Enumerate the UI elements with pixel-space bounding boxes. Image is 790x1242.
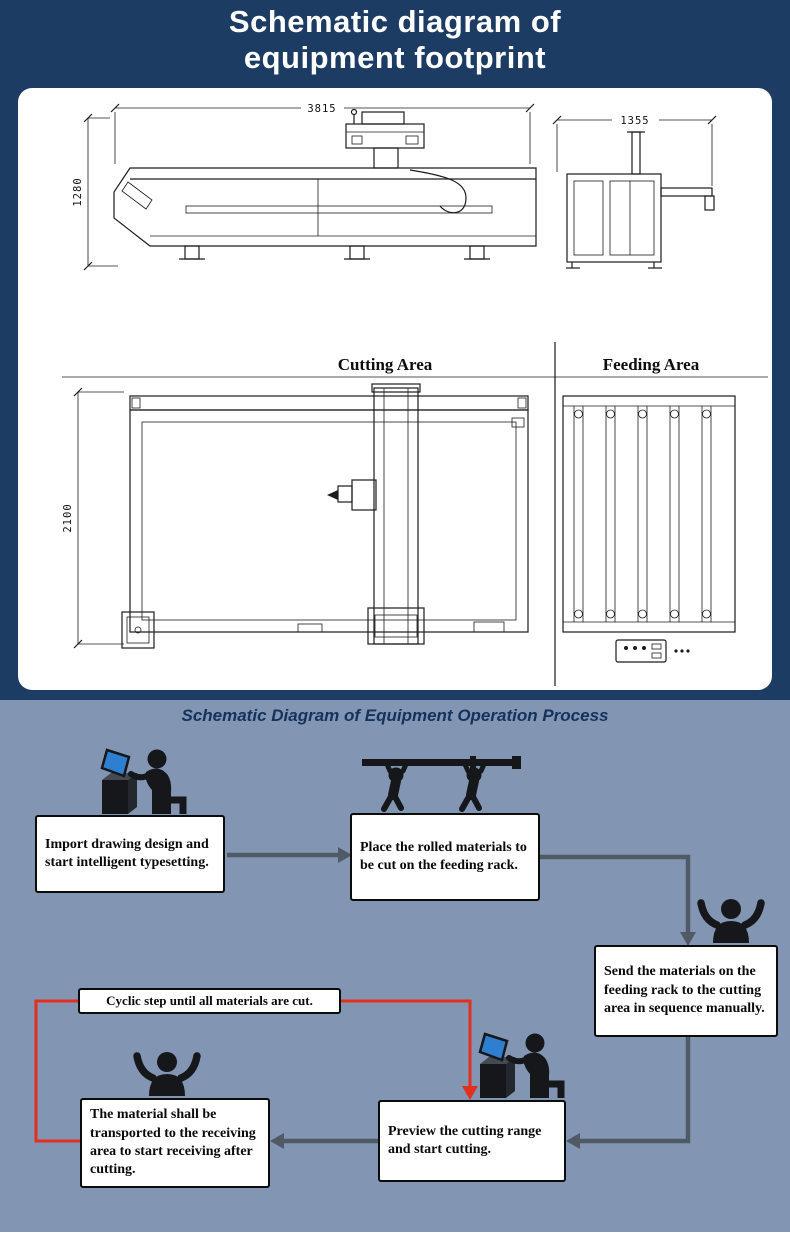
feed-rollers: [574, 406, 711, 622]
arrow-step1-to-step2: [227, 847, 352, 863]
process-step-box-2: [350, 813, 540, 901]
equipment-footprint-drawing: [18, 88, 772, 690]
process-step-box-1: [35, 815, 225, 893]
cycle-path-label-to-step4: [341, 1001, 478, 1100]
feeder-top-view: [563, 396, 735, 662]
machine-side-view: [114, 110, 536, 260]
process-step-1-text: Import drawing design and start intelligent typesetting.: [45, 836, 209, 870]
dim-feeder-width-group: [553, 115, 716, 186]
process-step-box-3: [594, 945, 778, 1037]
gantry-head: [346, 110, 466, 213]
arrow-step2-to-step3: [540, 857, 696, 946]
process-step-5-text: The material shall be transported to the receiving area to start receiving after cutting.: [90, 1107, 256, 1178]
feeding-area-label: Feeding Area: [602, 355, 700, 374]
page-title: [0, 4, 790, 76]
bottom-strip: [0, 1232, 790, 1242]
dim-table-depth-group: [62, 388, 124, 648]
dim-table-depth: 2100: [62, 503, 74, 533]
process-subtitle: Schematic Diagram of Equipment Operation Process: [181, 706, 609, 725]
workers-carrying-roll-icon: [362, 756, 521, 809]
arrow-step4-to-step5: [270, 1133, 378, 1149]
person-pushing-icon: [701, 899, 761, 943]
cyclic-step-label: Cyclic step until all materials are cut.: [106, 993, 313, 1009]
person-at-computer-icon: [480, 1034, 561, 1099]
feeder-side-view: [566, 132, 714, 268]
title-line-1: Schematic diagram of: [228, 4, 562, 39]
dim-machine-width-group: [111, 103, 534, 164]
cutting-table-top-view: [122, 384, 528, 648]
cyclic-step-label-box: [78, 988, 341, 1014]
process-step-box-4: [378, 1100, 566, 1182]
process-step-2-text: Place the rolled materials to be cut on the feeding rack.: [360, 839, 527, 873]
footprint-panel: [18, 88, 772, 690]
person-receiving-icon: [137, 1052, 197, 1096]
process-step-4-text: Preview the cutting range and start cutting.: [388, 1123, 542, 1157]
dim-machine-height: 1280: [72, 177, 84, 207]
process-step-3-text: Send the materials on the feeding rack to the cutting area in sequence manually.: [604, 964, 765, 1017]
title-line-2: equipment footprint: [243, 39, 547, 75]
dim-machine-width: 3815: [307, 103, 337, 115]
process-step-box-5: [80, 1098, 270, 1188]
control-pendant: [616, 640, 690, 662]
dim-machine-height-group: [72, 114, 118, 270]
dim-feeder-width: 1355: [620, 115, 650, 127]
process-section: [0, 700, 790, 1232]
arrow-step3-to-step4: [566, 1037, 688, 1149]
person-at-computer-icon: [102, 750, 183, 815]
cutting-area-label: Cutting Area: [337, 355, 433, 374]
cycle-path-step5-to-label: [36, 1001, 80, 1141]
